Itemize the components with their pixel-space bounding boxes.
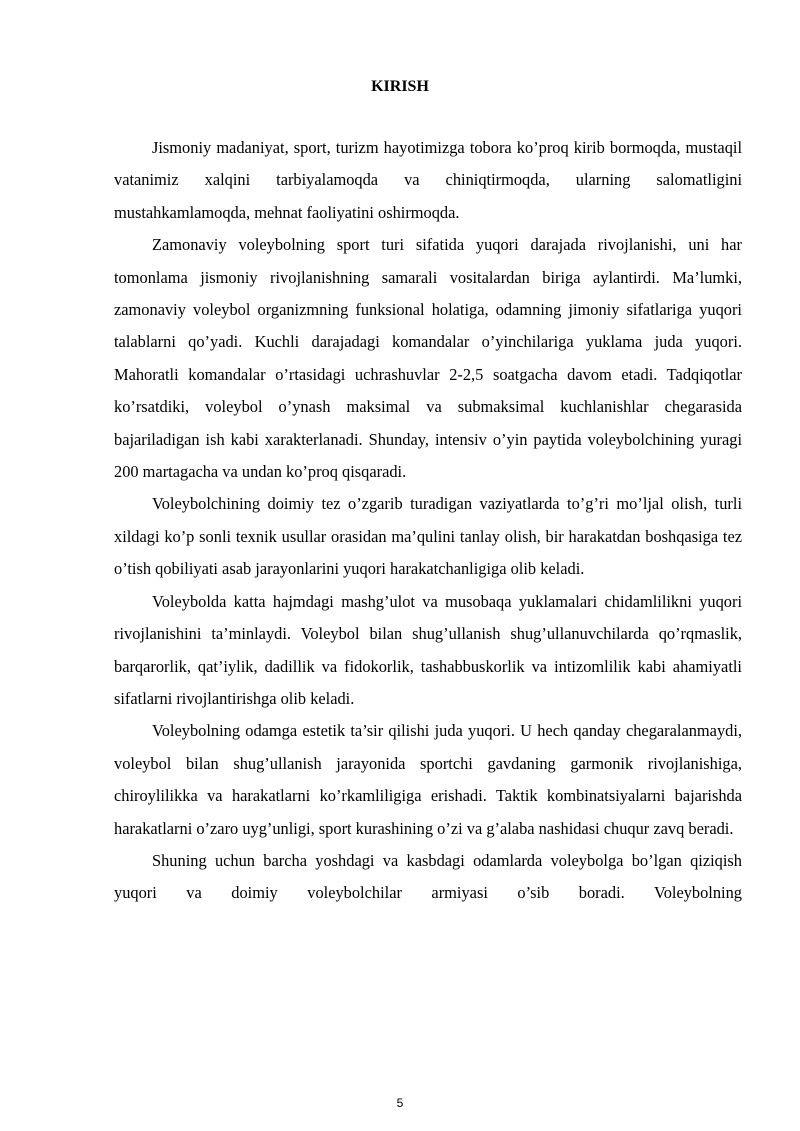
body-text: [114, 132, 742, 910]
paragraph: Voleybolning odamga estetik ta’sir qilishi juda yuqori. U hech qanday chegaralanmaydi, voleybol bilan shug’ullanish jarayonida sportchi gavdaning garmonik rivojlanishiga, chiroylilikka va harakatlarni ko’rkamliligiga erishadi. Taktik kombinatsiyalarni bajarishda harakatlarni o’zaro uyg’unligi, sport kurashining o’zi va g’alaba nashidasi chuqur zavq beradi.: [114, 721, 742, 838]
paragraph: Zamonaviy voleybolning sport turi sifatida yuqori darajada rivojlanishi, uni har tomonlama jismoniy rivojlanishning samarali vositalardan biriga aylantirdi. Ma’lumki, zamonaviy voleybol organizmning funksional holatiga, odamning jimoniy sifatlariga yuqori talablarni qo’yadi. Kuchli darajadagi komandalar o’yinchilariga yuklama juda yuqori. Mahoratli komandalar o’rtasidagi uchrashuvlar 2-2,5 soatgacha davom etadi. Tadqiqotlar ko’rsatdiki, voleybol o’ynash maksimal va submaksimal kuchlanishlar chegarasida bajariladigan ish kabi xarakterlanadi. Shunday, intensiv o’yin paytida voleybolchining yuragi 200 martagacha va undan ko’proq qisqaradi.: [114, 235, 742, 482]
paragraph: Shuning uchun barcha yoshdagi va kasbdagi odamlarda voleybolga bo’lgan qiziqish yuqori va doimiy voleybolchilar armiyasi o’sib boradi. Voleybolning: [114, 850, 742, 903]
paragraph: Voleybolda katta hajmdagi mashg’ulot va musobaqa yuklamalari chidamlilikni yuqori rivojlanishini ta’minlaydi. Voleybol bilan shug’ullanish shug’ullanuvchilarda qo’rqmaslik, barqarorlik, qat’iylik, dadillik va fidokorlik, tashabbuskorlik va intizomlilik kabi ahamiyatli sifatlarni rivojlantirishga olib keladi.: [114, 591, 742, 708]
section-title: KIRISH: [371, 78, 429, 95]
paragraph: Voleybolchining doimiy tez o’zgarib turadigan vaziyatlarda to’g’ri mo’ljal olish, turli xildagi ko’p sonli texnik usullar orasidan ma’qulini tanlay olish, bir harakatdan boshqasiga tez o’tish qobiliyati asab jarayonlarini yuqori harakatchanligiga olib keladi.: [114, 494, 742, 579]
page-number: 5: [396, 1096, 404, 1110]
paragraph: Jismoniy madaniyat, sport, turizm hayotimizga tobora ko’proq kirib bormoqda, mustaqil vatanimiz xalqini tarbiyalamoqda va chiniqtirmoqda, ularning salomatligini mustahkamlamoqda, mehnat faoliyatini oshirmoqda.: [114, 138, 742, 222]
